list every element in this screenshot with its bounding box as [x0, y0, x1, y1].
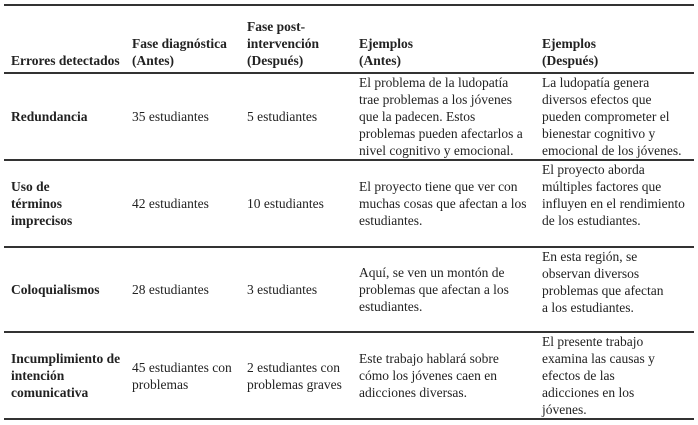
example-before: El proyecto tiene que ver con muchas cosas que afectan a los estudiantes. — [359, 179, 527, 228]
header-ejemplos-despues: Ejemplos (Después) — [542, 36, 599, 68]
example-after: En esta región, se observan diversos problemas que afectan a los estudiantes. — [542, 249, 664, 315]
error-type: Uso de términos imprecisos — [11, 179, 73, 228]
table-row — [4, 160, 694, 247]
example-after: La ludopatía genera diversos efectos que pueden comprometer el bienestar cognitivo y emocional de los jóvenes. — [542, 75, 682, 158]
example-after: El presente trabajo examina las causas y efectos de las adicciones en los jóvenes. — [542, 334, 655, 417]
count-after: 3 estudiantes — [247, 282, 318, 297]
table-row — [4, 332, 694, 419]
count-after: 10 estudiantes — [247, 196, 324, 211]
count-before: 35 estudiantes — [132, 109, 209, 124]
errors-table — [4, 4, 694, 420]
table-row — [4, 73, 694, 160]
count-after: 5 estudiantes — [247, 109, 318, 124]
header-row — [4, 5, 694, 73]
error-type: Coloquialismos — [11, 282, 100, 297]
error-type: Incumplimiento de intención comunicativa — [11, 351, 121, 400]
header-fase-diagnostica: Fase diagnóstica (Antes) — [132, 36, 227, 68]
example-before: Este trabajo hablará sobre cómo los jóvenes caen en adicciones diversas. — [359, 351, 499, 400]
count-before: 28 estudiantes — [132, 282, 209, 297]
header-ejemplos-antes: Ejemplos (Antes) — [359, 36, 413, 68]
count-after: 2 estudiantes con problemas graves — [247, 359, 342, 392]
example-before: Aquí, se ven un montón de problemas que afectan a los estudiantes. — [359, 265, 509, 314]
example-before: El problema de la ludopatía trae problemas a los jóvenes que la padecen. Estos problemas pueden afectarlos a nivel cognitivo y emocional. — [359, 75, 523, 158]
header-fase-post: Fase post-intervención (Después) — [247, 19, 319, 68]
header-errores: Errores detectados — [11, 53, 120, 68]
count-before: 42 estudiantes — [132, 196, 209, 211]
error-type: Redundancia — [11, 109, 88, 124]
count-before: 45 estudiantes con problemas — [132, 359, 232, 392]
example-after: El proyecto aborda múltiples factores que influyen en el rendimiento de los estudiantes. — [542, 162, 685, 228]
table-row — [4, 247, 694, 332]
